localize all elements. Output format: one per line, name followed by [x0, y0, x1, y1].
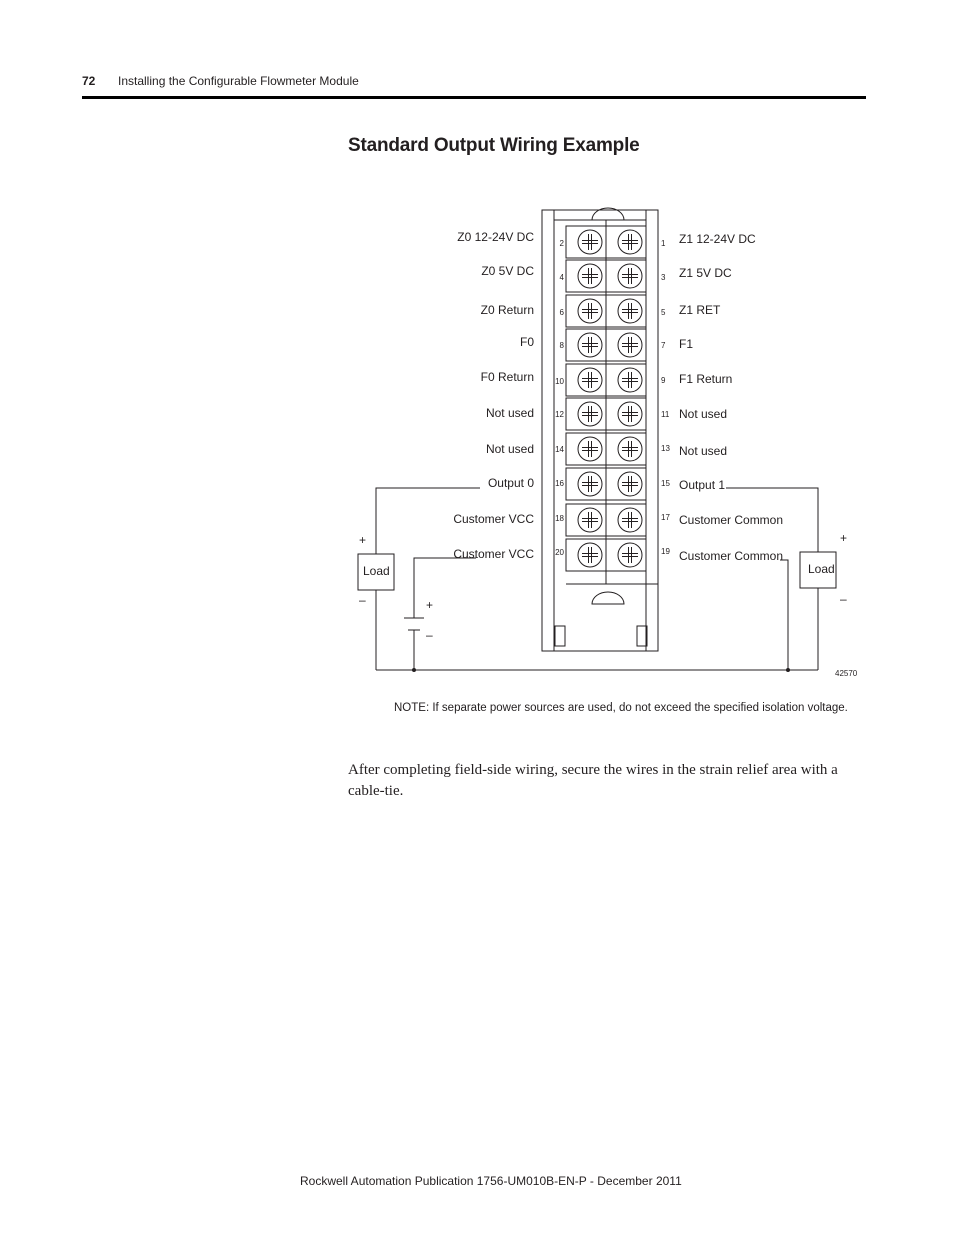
terminal-label-right: F1 Return [679, 372, 733, 386]
figure-id: 42570 [835, 669, 858, 678]
pin-number-left: 16 [555, 479, 564, 488]
terminal-label-right: Z1 12-24V DC [679, 232, 756, 246]
terminal-label-right: Customer Common [679, 513, 784, 527]
terminal-label-left: Z0 12-24V DC [457, 230, 534, 244]
terminal-label-left: Customer VCC [453, 547, 534, 561]
page-footer: Rockwell Automation Publication 1756-UM010B-EN-P - December 2011 [300, 1174, 682, 1188]
pin-number-right: 15 [661, 479, 670, 488]
load-right-label: Load [808, 562, 835, 576]
page-number: 72 [82, 74, 96, 88]
terminal-label-right: Z1 RET [679, 303, 721, 317]
wire-customer-common [780, 560, 788, 670]
load-right-plus: + [840, 531, 848, 545]
load-left-plus: + [359, 533, 367, 547]
section-title: Standard Output Wiring Example [348, 135, 640, 156]
terminal-label-right: Customer Common [679, 549, 784, 563]
pin-number-left: 18 [555, 514, 564, 523]
figure-note: NOTE: If separate power sources are used, do not exceed the specified isolation voltage. [394, 702, 848, 714]
terminal-label-left: Output 0 [487, 476, 534, 490]
pin-number-left: 6 [559, 308, 564, 317]
terminal-label-right: F1 [679, 337, 694, 351]
pin-number-left: 20 [555, 548, 564, 557]
pin-number-left: 12 [555, 410, 564, 419]
terminal-label-left: Z0 Return [480, 303, 534, 317]
terminal-label-left: Not used [485, 442, 534, 456]
pin-number-right: 5 [661, 308, 666, 317]
pin-number-left: 10 [555, 377, 564, 386]
terminal-label-left: F0 Return [480, 370, 534, 384]
pin-number-right: 11 [661, 410, 670, 419]
terminal-label-left: Customer VCC [453, 512, 534, 526]
wiring-diagram-svg [340, 200, 870, 690]
load-right-minus: – [840, 592, 847, 606]
wire-customer-vcc [414, 558, 476, 618]
body-paragraph: After completing field-side wiring, secure the wires in the strain relief area with a cable-tie. [348, 762, 838, 799]
page-header [82, 74, 359, 88]
pin-number-left: 8 [559, 341, 564, 350]
terminal-label-left: F0 [519, 335, 534, 349]
pin-number-right: 17 [661, 513, 670, 522]
pin-number-right: 9 [661, 376, 666, 385]
terminal-label-left: Z0 5V DC [481, 264, 534, 278]
terminal-label-left: Not used [485, 406, 534, 420]
battery-minus: – [426, 628, 433, 642]
junction-dot-common [786, 668, 790, 672]
pin-number-left: 14 [555, 445, 564, 454]
pin-number-right: 7 [661, 341, 666, 350]
battery-plus: + [426, 598, 434, 612]
junction-dot-battery [412, 668, 416, 672]
pin-number-right: 13 [661, 444, 670, 453]
load-left-minus: – [359, 593, 366, 607]
header-rule [82, 96, 866, 99]
terminal-label-right: Not used [679, 444, 728, 458]
header-title: Installing the Configurable Flowmeter Module [118, 74, 359, 88]
pin-number-right: 19 [661, 547, 670, 556]
pin-number-right: 1 [661, 239, 666, 248]
pin-number-right: 3 [661, 273, 666, 282]
terminal-label-right: Not used [679, 407, 728, 421]
load-left-label: Load [363, 564, 390, 578]
terminal-label-right: Output 1 [679, 478, 726, 492]
pin-number-left: 2 [559, 239, 564, 248]
terminal-label-right: Z1 5V DC [679, 266, 732, 280]
wiring-diagram [340, 200, 870, 690]
pin-number-left: 4 [559, 273, 564, 282]
